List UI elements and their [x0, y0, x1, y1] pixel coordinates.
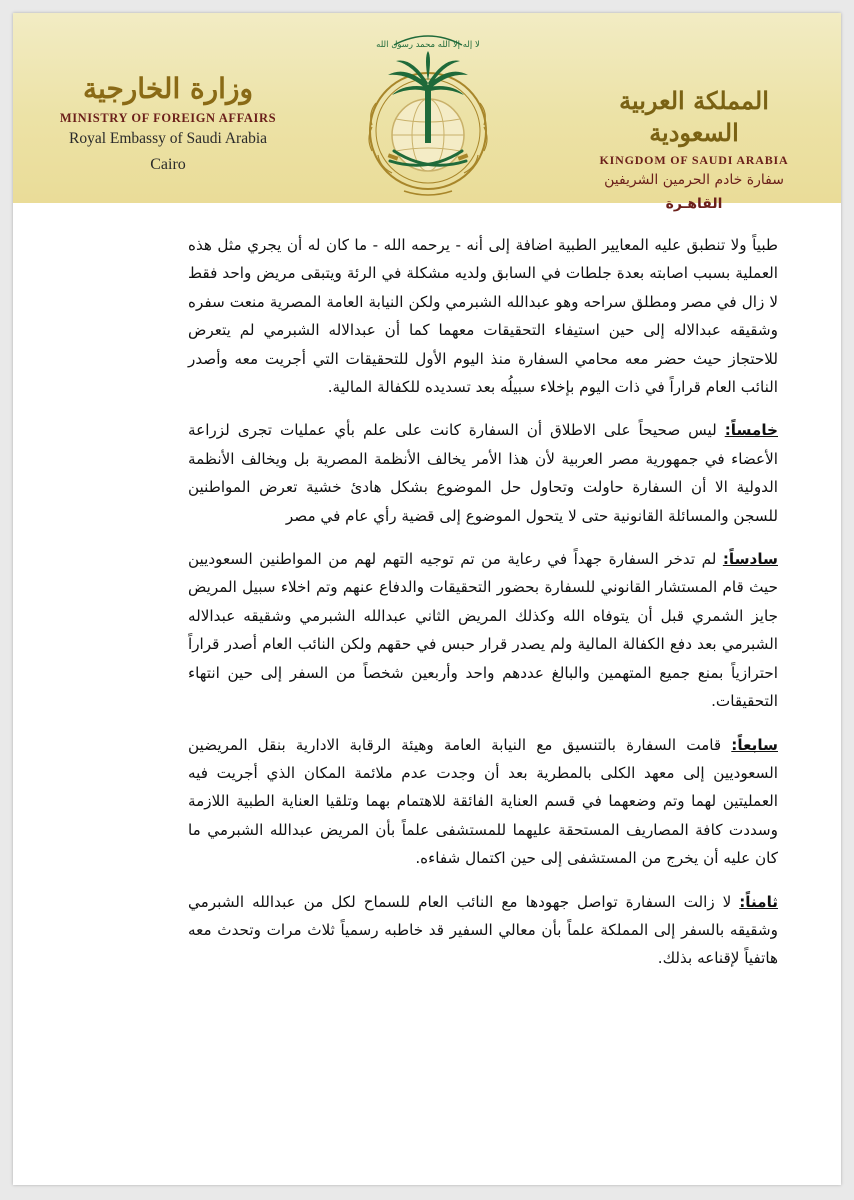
saudi-emblem-icon: [354, 23, 502, 201]
paragraph-sixth: [188, 545, 778, 715]
document-page: [13, 13, 841, 1185]
shahada-text: لا إله إلا الله محمد رسول الله: [376, 40, 480, 50]
paragraph-eighth: [188, 888, 778, 973]
kingdom-english-title: KINGDOM OF SAUDI ARABIA: [599, 153, 789, 167]
paragraph-5-text: ليس صحيحاً على الاطلاق أن السفارة كانت على علم بأي عمليات تجرى لزراعة الأعضاء في جمهورية مصر العربية لأن هذا الأمر يخالف الأنظمة المصرية بل ويخالف الأنظمة الدولية الا أن السفارة حاولت وتحاول حل الموضوع بشكل هادئ خشية تعرض المواطنين للسجن والمسائلة القانونية حتى لا يتحول الموضوع إلى قضية رأي عام في مصر: [188, 421, 778, 525]
paragraph-6-text: لم تدخر السفارة جهداً في رعاية من تم توجيه التهم لهم من المواطنين السعوديين حيث قام المستشار القانوني للسفارة بحضور التحقيقات والدفاع عنهم وتم اخلاء سبيل المريض جايز الشمري قبل أن يتوفاه الله وكذلك المريض الثاني عبدالله الشبرمي وشقيقه عبدالاله الشبرمي بعد دفع الكفالة المالية ولم يصدر قرار حبس في حقهم ولكن النائب العام أصدر قراراً احترازياً بمنع جميع المتهمين والبالغ عددهم واحد وأربعين شخصاً من السفر إلى حين انتهاء التحقيقات.: [188, 550, 778, 711]
letterhead: [13, 13, 841, 212]
paragraph-8-heading: ثامناً:: [739, 892, 778, 911]
ministry-english-title: MINISTRY OF FOREIGN AFFAIRS: [59, 111, 277, 125]
paragraph-1-text: طبياً ولا تنطبق عليه المعايير الطبية اضافة إلى أنه - يرحمه الله - ما كان له أن يجري مثل هذه العملية بسبب اصابته بعدة جلطات في السابق ولديه مشكلة في الرئة ويتبقى مريض واحد فقط لا زال في مصر ومطلق سراحه وهو عبدالله الشبرمي ولكن النيابة العامة المصرية منعت سفره وشقيقه عبدالاله إلى حين استيفاء التحقيقات معهما كما أن عبدالاله الشبرمي لم يتعرض للاحتجاز حيث حضر معه محامي السفارة منذ اليوم الأول للتحقيقات التي أجريت معه وأصدر النائب العام قراراً في ذات اليوم بإخلاء سبيلُه بعد تسديده للكفالة المالية.: [188, 236, 778, 397]
city-arabic-name: القاهـرة: [665, 196, 723, 212]
kingdom-arabic-title: المملكة العربية السعودية: [619, 86, 769, 147]
paragraph-7-text: قامت السفارة بالتنسيق مع النيابة العامة وهيئة الرقابة الادارية بنقل المريضين السعوديين إلى معهد الكلى بالمطرية بعد أن وجدت عدم ملائمة المكان الذي أجريت فيه العمليتين لهما وتم وضعهما في قسم العناية الفائقة للاهتمام بهما وتلقيا العناية الطبية اللازمة وسددت كافة المصاريف المستحقة عليهما للمستشفى علماً بأن المريض عبدالله الشبرمي ما كان عليه أن يخرج من المستشفى إلى حين اكتمال شفاءه.: [188, 735, 778, 868]
paragraph-continuation: [188, 231, 778, 401]
paragraph-fifth: [188, 416, 778, 530]
paragraph-8-text: لا زالت السفارة تواصل جهودها مع النائب العام للسماح لكل من عبدالله الشبرمي وشقيقه بالسفر إلى المملكة علماً بأن معالي السفير قد خاطبه رسمياً ثلاث مرات وتحدث معه هاتفياً لإقناعه بذلك.: [188, 892, 778, 968]
letterhead-left-block: [53, 71, 283, 174]
embassy-arabic-name: سفارة خادم الحرمين الشريفين: [604, 172, 784, 188]
embassy-english-name: Royal Embassy of Saudi Arabia: [68, 130, 268, 147]
paragraph-seventh: [188, 731, 778, 873]
letterhead-right-block: [579, 85, 809, 212]
ministry-arabic-title: وزارة الخارجية: [83, 72, 253, 105]
city-english-name: Cairo: [150, 156, 186, 173]
paragraph-5-heading: خامساً:: [724, 421, 778, 440]
letter-body: [188, 231, 778, 988]
paragraph-7-heading: سابعاً:: [731, 735, 778, 754]
paragraph-6-heading: سادساً:: [722, 550, 778, 569]
